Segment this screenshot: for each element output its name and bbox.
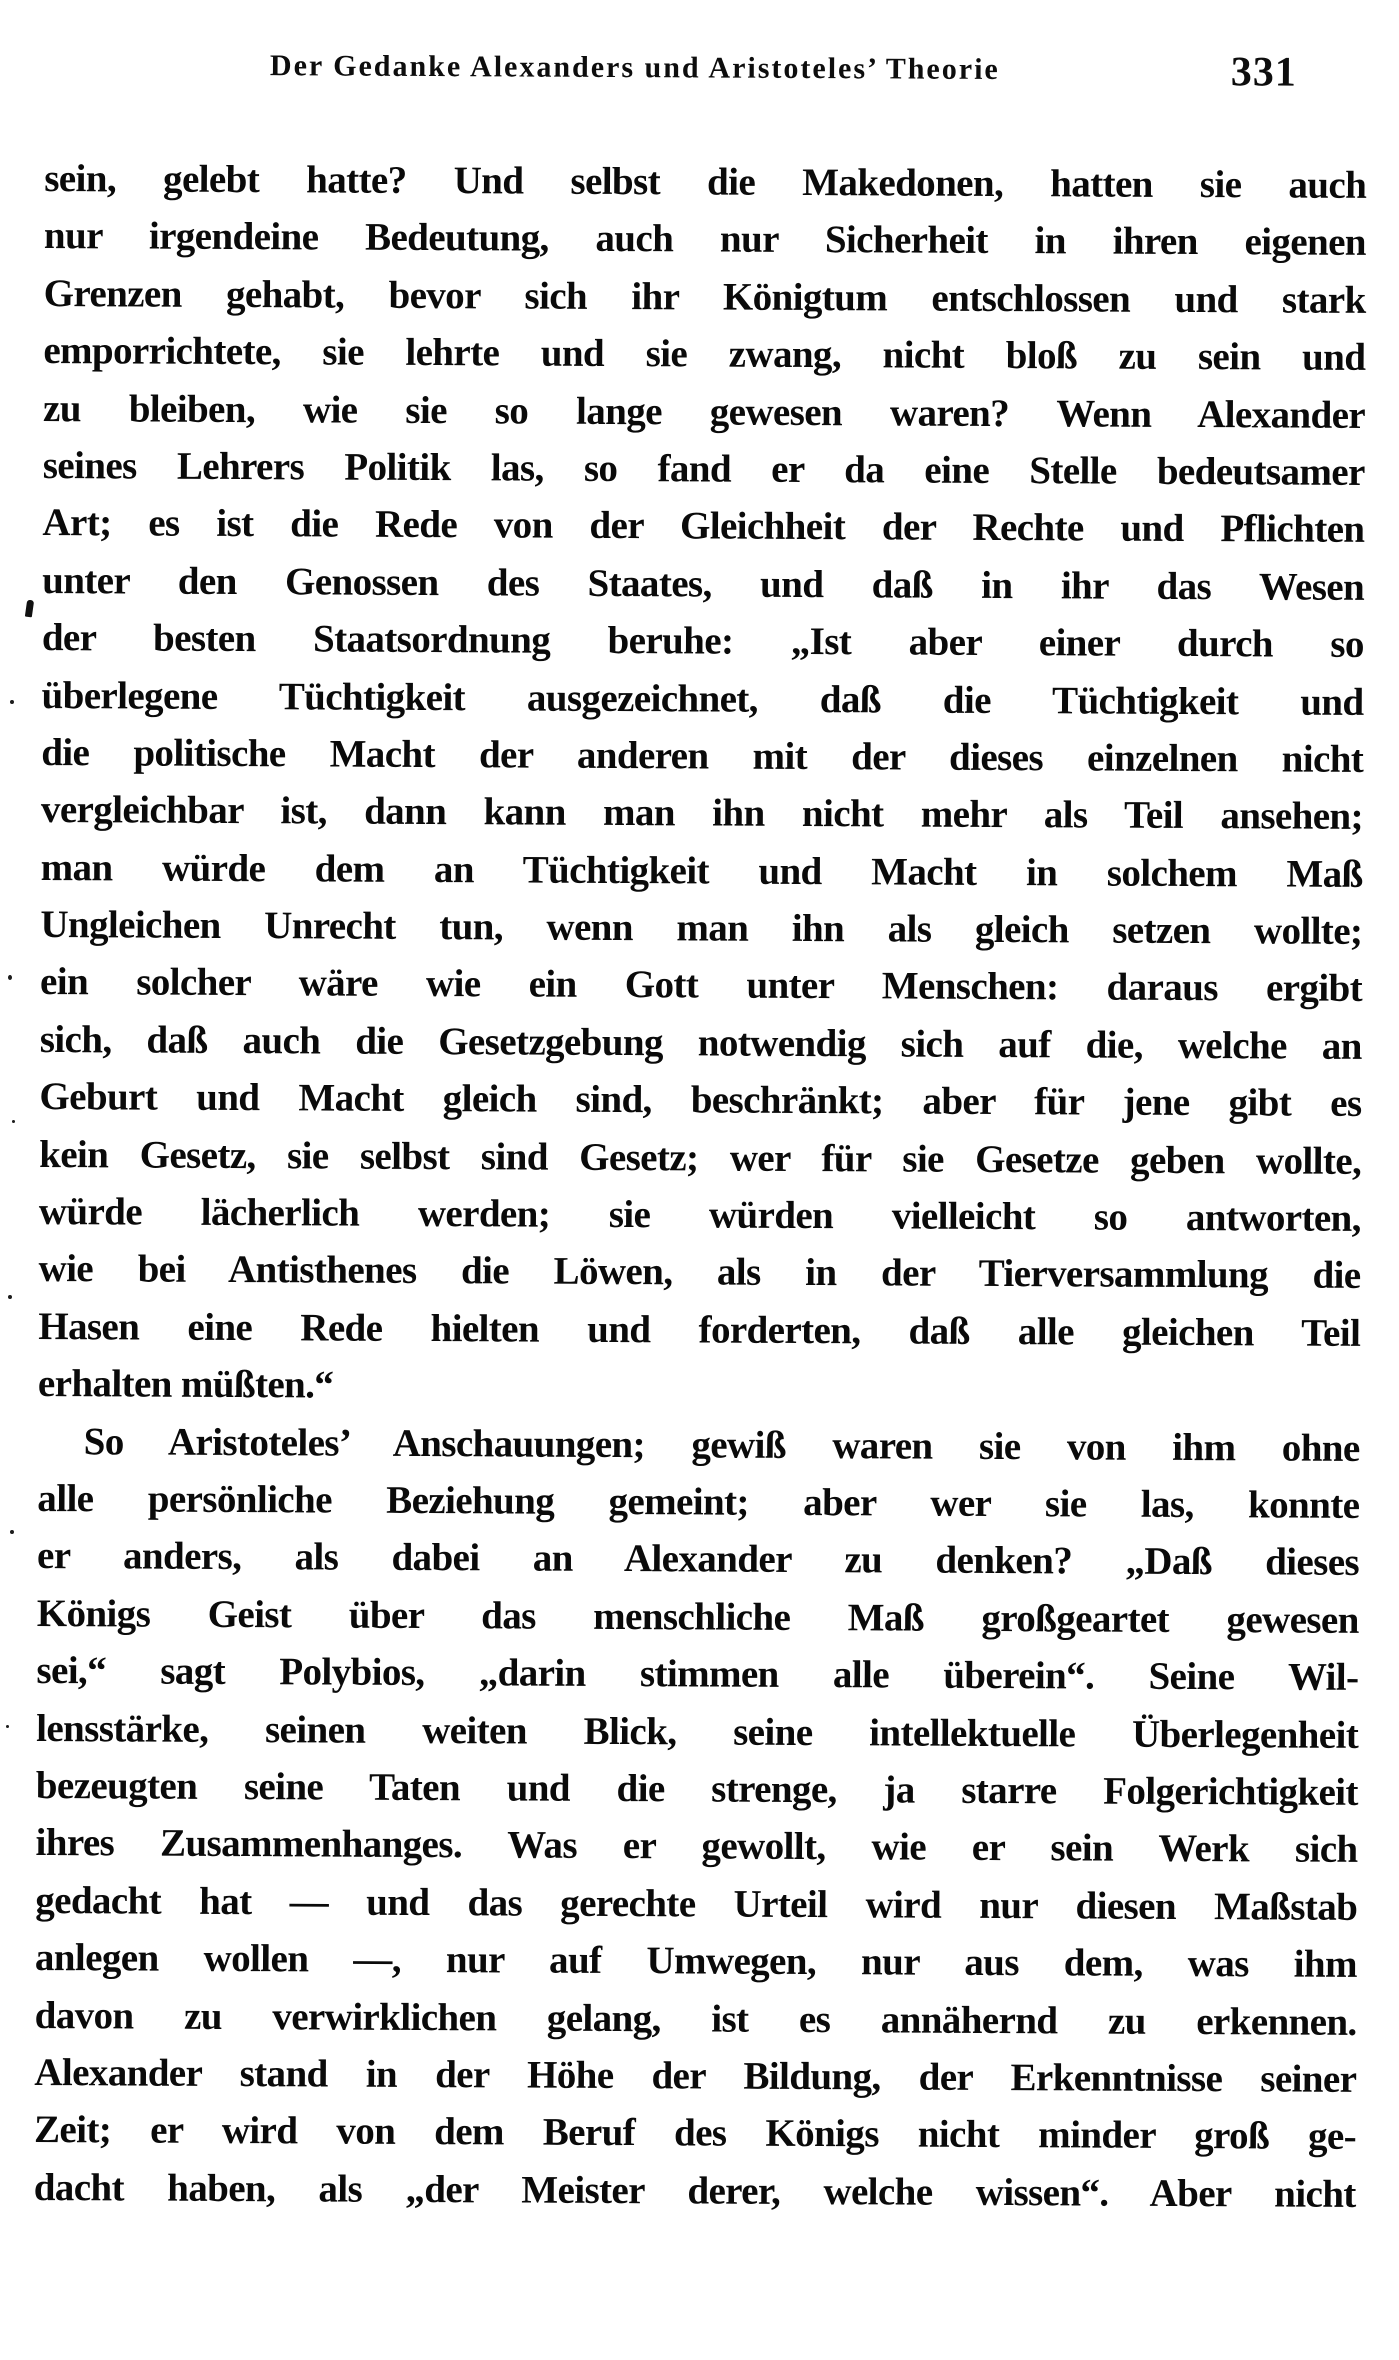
text-line: sich, daß auch die Gesetzgebung notwendig sich auf die, welche an	[39, 1017, 1362, 1068]
text-line: erhalten müßten.“	[37, 1362, 334, 1407]
text-line: dacht haben, als „der Meister derer, welche wissen“. Aber nicht	[33, 2165, 1356, 2216]
text-line: lensstärke, seinen weiten Blick, seine intellektuelle Überlegenheit	[36, 1706, 1359, 1757]
scan-artifact-mark	[25, 600, 34, 618]
scan-speck	[6, 1725, 9, 1728]
page-body	[34, 150, 1367, 2223]
text-line: vergleichbar ist, dann kann man ihn nicht mehr als Teil ansehen;	[40, 788, 1364, 839]
page-number: 331	[1230, 49, 1297, 96]
text-line: anlegen wollen —, nur auf Umwegen, nur aus dem, was ihm	[34, 1936, 1358, 1987]
text-line: wie bei Antisthenes die Löwen, als in der Tierversammlung die	[38, 1247, 1361, 1298]
text-line: emporrichtete, sie lehrte und sie zwang, nicht bloß zu sein und	[43, 329, 1366, 380]
scan-speck	[8, 1295, 12, 1299]
text-line: überlegene Tüchtigkeit ausgezeichnet, daß die Tüchtigkeit und	[41, 673, 1364, 724]
scan-speck	[12, 1120, 15, 1123]
paragraph	[38, 150, 1367, 1419]
text-line: gedacht hat — und das gerechte Urteil wird nur diesen Maßstab	[35, 1878, 1358, 1929]
text-line: nur irgendeine Bedeutung, auch nur Sicherheit in ihren eigenen	[43, 214, 1367, 265]
text-line: würde lächerlich werden; sie würden vielleicht so antworten,	[38, 1190, 1361, 1240]
text-line: Zeit; er wird von dem Beruf des Königs nicht minder groß ge-	[33, 2108, 1357, 2159]
text-line: der besten Staatsordnung beruhe: „Ist aber einer durch so	[41, 616, 1364, 667]
text-line: bezeugten seine Taten und die strenge, ja starre Folgerichtigkeit	[35, 1763, 1358, 1814]
text-block	[34, 42, 1367, 2223]
text-line: kein Gesetz, sie selbst sind Gesetz; wer für sie Gesetze geben wollte,	[39, 1132, 1362, 1183]
text-line: ihres Zusammenhanges. Was er gewollt, wie er sein Werk sich	[35, 1821, 1358, 1872]
text-line: sein, gelebt hatte? Und selbst die Makedonen, hatten sie auch	[44, 156, 1367, 207]
scan-speck	[10, 700, 14, 704]
scan-speck	[8, 975, 12, 980]
text-line: Geburt und Macht gleich sind, beschränkt; aber für jene gibt es	[39, 1075, 1362, 1126]
text-line: Hasen eine Rede hielten und forderten, daß alle gleichen Teil	[38, 1304, 1361, 1355]
page-header	[45, 42, 1367, 111]
text-line: davon zu verwirklichen gelang, ist es annähernd zu erkennen.	[34, 1993, 1357, 2044]
text-line: Königs Geist über das menschliche Maß großgeartet gewesen	[36, 1591, 1359, 1642]
text-line: er anders, als dabei an Alexander zu denken? „Daß dieses	[36, 1534, 1360, 1585]
text-line: sei,“ sagt Polybios, „darin stimmen alle überein“. Seine Wil-	[36, 1649, 1359, 1700]
text-line: So Aristoteles’ Anschauungen; gewiß waren sie von ihm ohne	[83, 1419, 1360, 1470]
text-line: die politische Macht der anderen mit der dieses einzelnen nicht	[41, 730, 1364, 781]
text-line: Alexander stand in der Höhe der Bildung, der Erkenntnisse seiner	[34, 2050, 1357, 2101]
paragraph	[34, 1413, 1360, 2223]
text-line: zu bleiben, wie sie so lange gewesen waren? Wenn Alexander	[42, 386, 1366, 437]
text-line: alle persönliche Beziehung gemeint; aber wer sie las, konnte	[37, 1476, 1360, 1527]
text-line: Art; es ist die Rede von der Gleichheit der Rechte und Pflichten	[42, 501, 1365, 552]
text-line: Grenzen gehabt, bevor sich ihr Königtum entschlossen und stark	[43, 271, 1366, 322]
text-line: man würde dem an Tüchtigkeit und Macht in solchem Maß	[40, 845, 1363, 896]
text-line: ein solcher wäre wie ein Gott unter Menschen: daraus ergibt	[39, 960, 1363, 1011]
text-line: Ungleichen Unrecht tun, wenn man ihn als gleich setzen wollte;	[40, 903, 1363, 953]
running-title: Der Gedanke Alexanders und Aristoteles’ Theorie	[269, 49, 1000, 86]
scan-speck	[10, 1530, 14, 1534]
text-line: unter den Genossen des Staates, und daß in ihr das Wesen	[42, 558, 1365, 609]
text-line: seines Lehrers Politik las, so fand er da eine Stelle bedeutsamer	[42, 443, 1365, 494]
